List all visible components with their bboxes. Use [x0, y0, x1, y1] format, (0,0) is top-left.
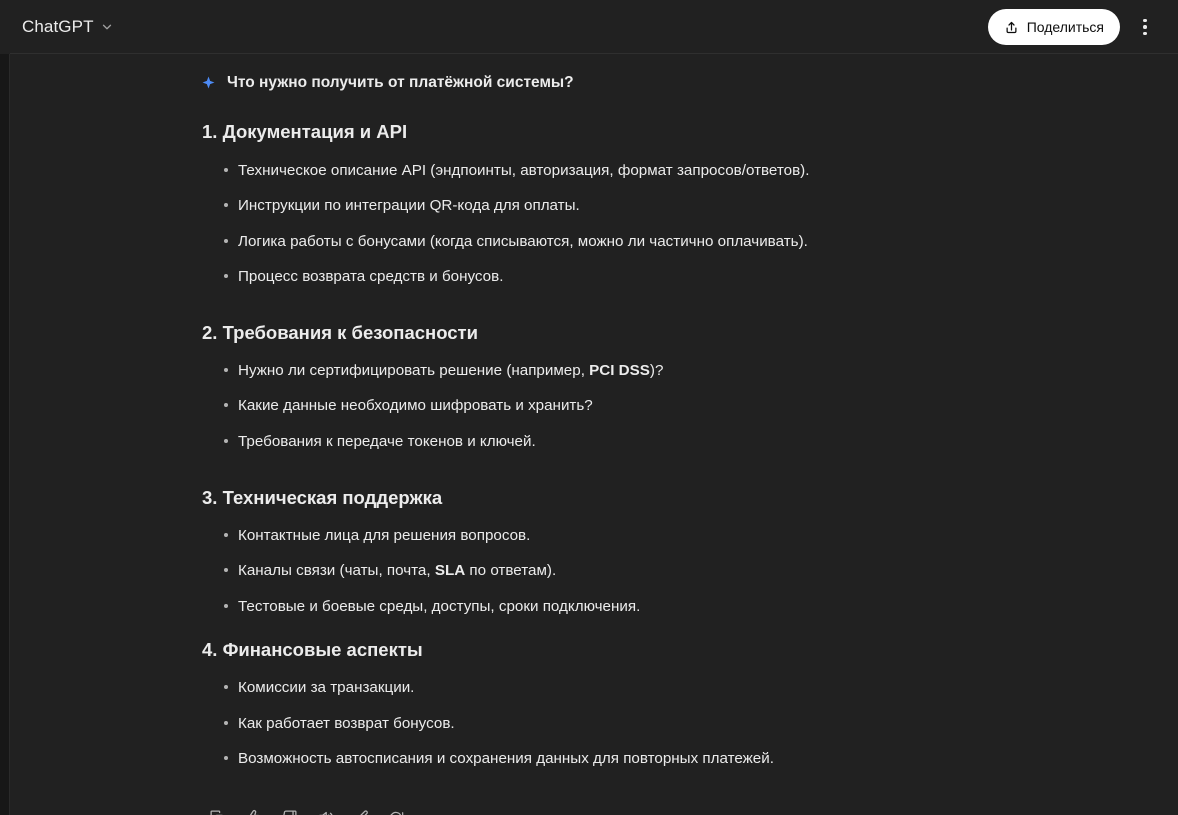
list-item: Требования к передаче токенов и ключей.	[224, 424, 1028, 460]
assistant-message	[10, 72, 1178, 815]
list-item: Комиссии за транзакции.	[224, 670, 1028, 706]
regenerate-icon[interactable]	[382, 803, 422, 815]
model-name-label: ChatGPT	[22, 17, 94, 36]
share-button[interactable]	[988, 9, 1120, 45]
message-thread	[10, 54, 1178, 815]
share-icon	[1004, 20, 1019, 35]
list-item: Каналы связи (чаты, почта, SLA по ответам).	[224, 553, 1028, 589]
list-item: Процесс возврата средств и бонусов.	[224, 259, 1028, 295]
list-item: Контактные лица для решения вопросов.	[224, 518, 1028, 554]
message-action-bar	[198, 803, 1028, 815]
message-title: Что нужно получить от платёжной системы?	[227, 74, 574, 91]
kebab-menu-icon[interactable]	[1128, 10, 1162, 44]
header-divider	[10, 53, 1178, 54]
section-heading-4: 4. Финансовые аспекты	[202, 639, 423, 661]
message-heading-row	[202, 72, 1028, 94]
list-item: Техническое описание API (эндпоинты, авторизация, формат запросов/ответов).	[224, 153, 1028, 189]
list-item: Какие данные необходимо шифровать и хранить?	[224, 388, 1028, 424]
section-list-3	[202, 518, 1028, 625]
list-item: Логика работы с бонусами (когда списываются, можно ли частично оплачивать).	[224, 224, 1028, 260]
list-item: Нужно ли сертифицировать решение (например, PCI DSS)?	[224, 353, 1028, 389]
thumbs-up-icon[interactable]	[238, 803, 268, 815]
section-list-2	[202, 353, 1028, 460]
share-button-label: Поделиться	[1026, 19, 1104, 35]
list-item: Возможность автосписания и сохранения данных для повторных платежей.	[224, 741, 1028, 777]
list-item: Как работает возврат бонусов.	[224, 706, 1028, 742]
section-heading-3: 3. Техническая поддержка	[202, 486, 443, 508]
pencil-icon[interactable]	[346, 803, 376, 815]
thumbs-down-icon[interactable]	[274, 803, 304, 815]
sparkle-icon	[202, 76, 215, 89]
top-header	[0, 0, 1178, 54]
list-item: Инструкции по интеграции QR-кода для оплаты.	[224, 188, 1028, 224]
model-selector[interactable]	[20, 13, 122, 41]
section-heading-2: 2. Требования к безопасности	[202, 321, 478, 343]
list-item: Тестовые и боевые среды, доступы, сроки подключения.	[224, 589, 1028, 625]
chevron-down-icon	[100, 20, 114, 34]
section-list-1	[202, 153, 1028, 295]
section-list-4	[202, 670, 1028, 777]
copy-icon[interactable]	[202, 803, 232, 815]
section-heading-1: 1. Документация и API	[202, 121, 408, 143]
header-actions	[988, 9, 1162, 45]
conversation-scroll-area[interactable]	[0, 54, 1178, 815]
speaker-icon[interactable]	[310, 803, 340, 815]
